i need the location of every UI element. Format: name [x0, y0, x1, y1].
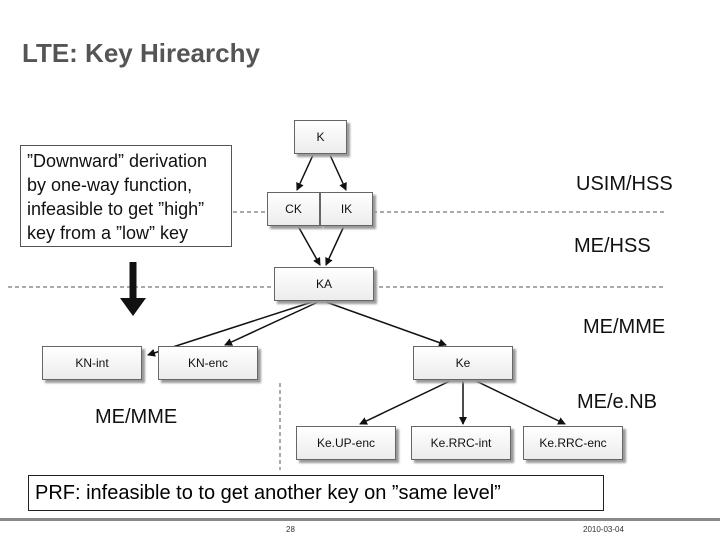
- arrow-ka-ke: [326, 302, 446, 345]
- key-kn-int: [42, 346, 142, 380]
- key-kn-enc: [158, 346, 258, 380]
- key-ka-label: KA: [315, 277, 332, 291]
- arrow-ka-kn-enc: [225, 302, 318, 345]
- downward-arrow-head: [120, 298, 146, 316]
- footer-divider: [0, 518, 720, 521]
- key-ck: [267, 192, 320, 226]
- label-me-mme-left: ME/MME: [95, 406, 178, 428]
- prf-note: PRF: infeasible to to get another key on ”same level”: [28, 475, 604, 511]
- page-title: LTE: Key Hirearchy: [22, 38, 260, 68]
- label-me-hss: ME/HSS: [574, 235, 651, 257]
- label-me-enb: ME/e.NB: [577, 391, 658, 413]
- key-ik-label: IK: [340, 202, 353, 216]
- key-ke: [413, 346, 513, 380]
- key-k-label: K: [316, 130, 325, 144]
- key-ke-label: Ke: [455, 356, 471, 370]
- key-ke-rrc-int: [411, 426, 511, 460]
- key-kn-int-label: KN-int: [75, 356, 109, 370]
- key-ik: [320, 192, 373, 226]
- key-ka: [274, 267, 374, 301]
- key-ke-rrc-enc: [523, 426, 623, 460]
- label-usim-hss: USIM/HSS: [576, 173, 673, 195]
- key-ke-rrc-int-label: Ke.RRC-int: [430, 436, 492, 450]
- key-ke-up-enc-label: Ke.UP-enc: [316, 436, 376, 450]
- label-me-mme-right: ME/MME: [583, 316, 666, 338]
- key-ke-rrc-enc-label: Ke.RRC-enc: [539, 436, 607, 450]
- key-ke-up-enc: [296, 426, 396, 460]
- key-kn-enc-label: KN-enc: [187, 356, 228, 370]
- arrow-ke-up-enc: [360, 381, 450, 424]
- derivation-note: ”Downward” derivation by one-way function, infeasible to get ”high” key from a ”low” key: [20, 145, 232, 247]
- key-ck-label: CK: [285, 202, 302, 216]
- page-number: 28: [286, 525, 295, 534]
- key-k: [294, 120, 347, 154]
- arrow-ck-ka: [298, 226, 320, 265]
- arrow-ik-ka: [326, 226, 344, 265]
- arrow-k-ck: [297, 155, 313, 190]
- arrow-k-ik: [330, 155, 346, 190]
- footer-date: 2010-03-04: [583, 525, 624, 534]
- arrow-ke-rrc-enc: [476, 381, 565, 424]
